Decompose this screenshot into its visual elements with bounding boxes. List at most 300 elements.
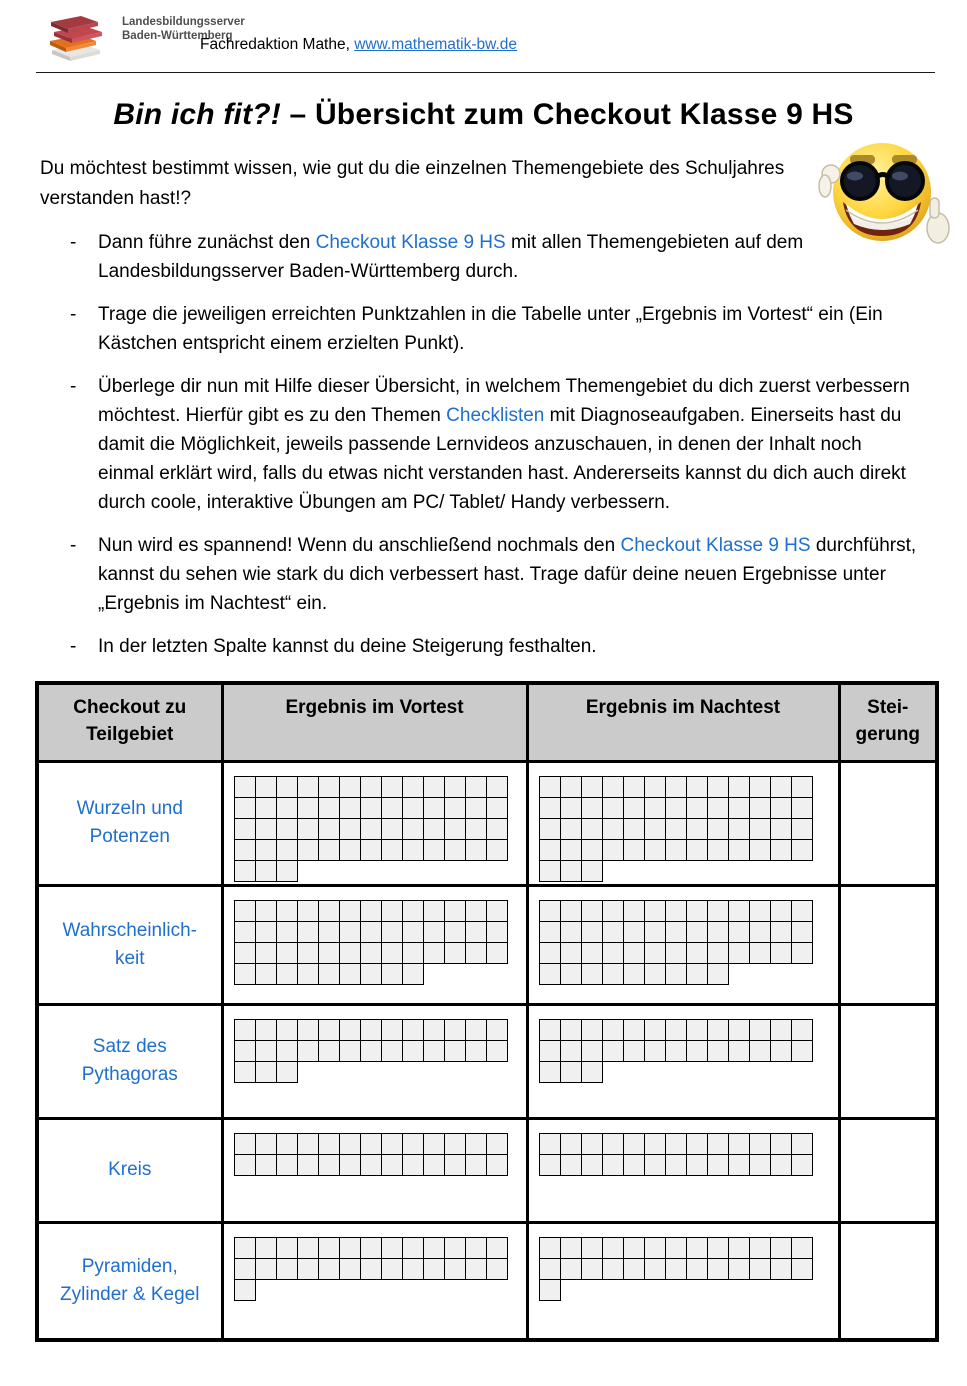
point-box[interactable] [276,1040,298,1062]
point-box[interactable] [707,1258,729,1280]
point-box[interactable] [665,776,687,798]
point-box[interactable] [770,1133,792,1155]
point-box[interactable] [255,1237,277,1259]
point-box[interactable] [581,839,603,861]
point-box[interactable] [486,1133,508,1155]
point-box[interactable] [623,900,645,922]
point-box[interactable] [444,1154,466,1176]
point-box[interactable] [560,1040,582,1062]
mathematik-bw-link[interactable]: www.mathematik-bw.de [354,36,518,53]
point-box[interactable] [770,1040,792,1062]
point-box[interactable] [381,900,403,922]
point-box[interactable] [234,839,256,861]
point-box[interactable] [360,797,382,819]
point-box[interactable] [465,1154,487,1176]
point-box[interactable] [686,797,708,819]
point-box[interactable] [623,797,645,819]
point-box[interactable] [297,1133,319,1155]
point-box[interactable] [644,839,666,861]
point-box[interactable] [686,921,708,943]
point-box[interactable] [560,1133,582,1155]
point-box[interactable] [581,818,603,840]
point-box[interactable] [770,839,792,861]
point-box[interactable] [770,942,792,964]
inline-link[interactable]: Checklisten [446,405,545,426]
point-box[interactable] [560,900,582,922]
point-box[interactable] [444,776,466,798]
point-box[interactable] [297,942,319,964]
point-box[interactable] [360,839,382,861]
point-box[interactable] [255,900,277,922]
point-box[interactable] [276,1133,298,1155]
point-box[interactable] [791,1258,813,1280]
point-box[interactable] [486,797,508,819]
point-box[interactable] [791,839,813,861]
point-box[interactable] [539,921,561,943]
point-box[interactable] [255,1133,277,1155]
point-box[interactable] [339,797,361,819]
topic-link[interactable]: Pyramiden, Zylinder & Kegel [60,1255,200,1305]
point-box[interactable] [560,797,582,819]
point-box[interactable] [318,963,340,985]
point-box[interactable] [686,1237,708,1259]
point-box[interactable] [581,1040,603,1062]
point-box[interactable] [581,1019,603,1041]
point-box[interactable] [623,921,645,943]
point-box[interactable] [318,900,340,922]
point-box[interactable] [728,900,750,922]
point-box[interactable] [402,942,424,964]
point-box[interactable] [602,1154,624,1176]
point-box[interactable] [339,963,361,985]
point-box[interactable] [318,942,340,964]
point-box[interactable] [539,1061,561,1083]
point-box[interactable] [255,818,277,840]
point-box[interactable] [749,818,771,840]
point-box[interactable] [465,1040,487,1062]
point-box[interactable] [318,797,340,819]
point-box[interactable] [665,963,687,985]
point-box[interactable] [318,1237,340,1259]
point-box[interactable] [602,1019,624,1041]
point-box[interactable] [444,797,466,819]
point-box[interactable] [234,1279,256,1301]
point-box[interactable] [360,1133,382,1155]
point-box[interactable] [297,1154,319,1176]
point-box[interactable] [402,1019,424,1041]
point-box[interactable] [444,839,466,861]
point-box[interactable] [665,1040,687,1062]
point-box[interactable] [791,921,813,943]
point-box[interactable] [381,839,403,861]
point-box[interactable] [770,818,792,840]
point-box[interactable] [381,1258,403,1280]
point-box[interactable] [297,1019,319,1041]
point-box[interactable] [423,1258,445,1280]
point-box[interactable] [749,797,771,819]
point-box[interactable] [381,921,403,943]
topic-link[interactable]: Wurzeln und Potenzen [76,798,183,847]
point-box[interactable] [381,776,403,798]
point-box[interactable] [539,942,561,964]
point-box[interactable] [560,1258,582,1280]
point-box[interactable] [339,1019,361,1041]
point-box[interactable] [255,921,277,943]
point-box[interactable] [255,1154,277,1176]
point-box[interactable] [581,1061,603,1083]
point-box[interactable] [623,1040,645,1062]
point-box[interactable] [486,900,508,922]
point-box[interactable] [297,1258,319,1280]
point-box[interactable] [234,797,256,819]
point-box[interactable] [623,818,645,840]
point-box[interactable] [465,1258,487,1280]
point-box[interactable] [234,963,256,985]
point-box[interactable] [623,776,645,798]
point-box[interactable] [560,1019,582,1041]
point-box[interactable] [707,900,729,922]
point-box[interactable] [686,942,708,964]
point-box[interactable] [402,1040,424,1062]
point-box[interactable] [602,942,624,964]
point-box[interactable] [644,797,666,819]
point-box[interactable] [770,776,792,798]
point-box[interactable] [486,942,508,964]
point-box[interactable] [539,1019,561,1041]
point-box[interactable] [486,1237,508,1259]
point-box[interactable] [318,1258,340,1280]
point-box[interactable] [234,860,256,882]
point-box[interactable] [318,839,340,861]
point-box[interactable] [539,1133,561,1155]
steigerung-cell[interactable] [839,1222,937,1340]
point-box[interactable] [644,1019,666,1041]
point-box[interactable] [749,921,771,943]
point-box[interactable] [297,797,319,819]
point-box[interactable] [402,776,424,798]
point-box[interactable] [623,942,645,964]
point-box[interactable] [339,1258,361,1280]
point-box[interactable] [581,921,603,943]
point-box[interactable] [560,942,582,964]
point-box[interactable] [486,1040,508,1062]
point-box[interactable] [486,1019,508,1041]
point-box[interactable] [276,1237,298,1259]
point-box[interactable] [665,1237,687,1259]
point-box[interactable] [602,839,624,861]
point-box[interactable] [339,776,361,798]
point-box[interactable] [402,839,424,861]
point-box[interactable] [402,900,424,922]
point-box[interactable] [539,1040,561,1062]
point-box[interactable] [360,963,382,985]
point-box[interactable] [665,839,687,861]
point-box[interactable] [255,1258,277,1280]
point-box[interactable] [791,1237,813,1259]
point-box[interactable] [339,942,361,964]
point-box[interactable] [234,1133,256,1155]
point-box[interactable] [770,1237,792,1259]
point-box[interactable] [255,1019,277,1041]
point-box[interactable] [749,839,771,861]
point-box[interactable] [602,900,624,922]
point-box[interactable] [255,1040,277,1062]
point-box[interactable] [581,860,603,882]
point-box[interactable] [402,1237,424,1259]
point-box[interactable] [686,1040,708,1062]
point-box[interactable] [707,1154,729,1176]
point-box[interactable] [234,1154,256,1176]
point-box[interactable] [644,776,666,798]
point-box[interactable] [318,776,340,798]
point-box[interactable] [602,963,624,985]
point-box[interactable] [318,921,340,943]
point-box[interactable] [444,1019,466,1041]
point-box[interactable] [749,942,771,964]
point-box[interactable] [318,1040,340,1062]
point-box[interactable] [686,900,708,922]
steigerung-cell[interactable] [839,1118,937,1222]
point-box[interactable] [707,942,729,964]
point-box[interactable] [381,1019,403,1041]
point-box[interactable] [623,1154,645,1176]
point-box[interactable] [276,797,298,819]
point-box[interactable] [360,942,382,964]
point-box[interactable] [539,900,561,922]
point-box[interactable] [770,1154,792,1176]
point-box[interactable] [360,1237,382,1259]
point-box[interactable] [234,921,256,943]
point-box[interactable] [581,1133,603,1155]
point-box[interactable] [539,797,561,819]
point-box[interactable] [276,860,298,882]
point-box[interactable] [381,1133,403,1155]
point-box[interactable] [297,839,319,861]
point-box[interactable] [255,942,277,964]
point-box[interactable] [728,942,750,964]
point-box[interactable] [486,1258,508,1280]
point-box[interactable] [728,1019,750,1041]
point-box[interactable] [423,1237,445,1259]
topic-link[interactable]: Wahrscheinlich- keit [62,919,197,969]
point-box[interactable] [423,942,445,964]
steigerung-cell[interactable] [839,761,937,885]
point-box[interactable] [560,921,582,943]
point-box[interactable] [339,818,361,840]
point-box[interactable] [581,963,603,985]
point-box[interactable] [560,1061,582,1083]
point-box[interactable] [749,1019,771,1041]
point-box[interactable] [276,1258,298,1280]
point-box[interactable] [318,1154,340,1176]
point-box[interactable] [707,1133,729,1155]
point-box[interactable] [728,1237,750,1259]
point-box[interactable] [581,797,603,819]
point-box[interactable] [791,942,813,964]
point-box[interactable] [728,1040,750,1062]
point-box[interactable] [707,1237,729,1259]
point-box[interactable] [728,797,750,819]
point-box[interactable] [444,921,466,943]
point-box[interactable] [665,1258,687,1280]
point-box[interactable] [465,900,487,922]
point-box[interactable] [728,818,750,840]
point-box[interactable] [234,1019,256,1041]
point-box[interactable] [234,818,256,840]
point-box[interactable] [234,776,256,798]
point-box[interactable] [686,776,708,798]
point-box[interactable] [581,1154,603,1176]
point-box[interactable] [276,921,298,943]
point-box[interactable] [539,1237,561,1259]
point-box[interactable] [423,818,445,840]
point-box[interactable] [255,1061,277,1083]
point-box[interactable] [602,1040,624,1062]
point-box[interactable] [644,942,666,964]
point-box[interactable] [539,1154,561,1176]
point-box[interactable] [465,1019,487,1041]
point-box[interactable] [486,839,508,861]
point-box[interactable] [402,1154,424,1176]
point-box[interactable] [465,776,487,798]
point-box[interactable] [381,818,403,840]
point-box[interactable] [581,942,603,964]
point-box[interactable] [465,839,487,861]
point-box[interactable] [486,818,508,840]
point-box[interactable] [623,963,645,985]
point-box[interactable] [665,1019,687,1041]
point-box[interactable] [423,900,445,922]
point-box[interactable] [297,1040,319,1062]
point-box[interactable] [423,921,445,943]
topic-link[interactable]: Kreis [108,1159,152,1180]
point-box[interactable] [234,1237,256,1259]
point-box[interactable] [770,900,792,922]
point-box[interactable] [539,963,561,985]
point-box[interactable] [581,1237,603,1259]
point-box[interactable] [602,1258,624,1280]
point-box[interactable] [602,797,624,819]
point-box[interactable] [602,776,624,798]
point-box[interactable] [644,1154,666,1176]
point-box[interactable] [623,1133,645,1155]
point-box[interactable] [318,818,340,840]
point-box[interactable] [665,1154,687,1176]
point-box[interactable] [423,1154,445,1176]
point-box[interactable] [444,1133,466,1155]
point-box[interactable] [665,818,687,840]
point-box[interactable] [581,776,603,798]
point-box[interactable] [686,1019,708,1041]
point-box[interactable] [665,942,687,964]
point-box[interactable] [276,1061,298,1083]
point-box[interactable] [560,1154,582,1176]
point-box[interactable] [770,921,792,943]
point-box[interactable] [486,776,508,798]
point-box[interactable] [686,1154,708,1176]
point-box[interactable] [560,776,582,798]
point-box[interactable] [623,839,645,861]
point-box[interactable] [665,1133,687,1155]
point-box[interactable] [276,818,298,840]
point-box[interactable] [728,839,750,861]
point-box[interactable] [749,776,771,798]
point-box[interactable] [749,1237,771,1259]
point-box[interactable] [402,963,424,985]
point-box[interactable] [686,818,708,840]
point-box[interactable] [623,1237,645,1259]
point-box[interactable] [381,797,403,819]
point-box[interactable] [665,900,687,922]
point-box[interactable] [234,942,256,964]
point-box[interactable] [444,1040,466,1062]
point-box[interactable] [360,1258,382,1280]
point-box[interactable] [707,839,729,861]
point-box[interactable] [644,1258,666,1280]
point-box[interactable] [318,1133,340,1155]
point-box[interactable] [339,900,361,922]
point-box[interactable] [791,1040,813,1062]
point-box[interactable] [423,839,445,861]
point-box[interactable] [465,1133,487,1155]
point-box[interactable] [276,1019,298,1041]
point-box[interactable] [539,1258,561,1280]
point-box[interactable] [560,963,582,985]
point-box[interactable] [276,942,298,964]
point-box[interactable] [402,1258,424,1280]
point-box[interactable] [791,900,813,922]
point-box[interactable] [297,963,319,985]
point-box[interactable] [644,1133,666,1155]
point-box[interactable] [234,1258,256,1280]
point-box[interactable] [339,921,361,943]
point-box[interactable] [581,1258,603,1280]
point-box[interactable] [402,797,424,819]
point-box[interactable] [255,839,277,861]
point-box[interactable] [728,1154,750,1176]
point-box[interactable] [665,921,687,943]
point-box[interactable] [539,839,561,861]
point-box[interactable] [707,1019,729,1041]
point-box[interactable] [486,921,508,943]
point-box[interactable] [560,860,582,882]
point-box[interactable] [402,921,424,943]
point-box[interactable] [707,797,729,819]
point-box[interactable] [360,1154,382,1176]
point-box[interactable] [276,900,298,922]
point-box[interactable] [749,1154,771,1176]
point-box[interactable] [255,797,277,819]
point-box[interactable] [339,1237,361,1259]
point-box[interactable] [707,1040,729,1062]
point-box[interactable] [728,1258,750,1280]
point-box[interactable] [791,776,813,798]
point-box[interactable] [707,776,729,798]
point-box[interactable] [728,1133,750,1155]
point-box[interactable] [749,1133,771,1155]
point-box[interactable] [465,921,487,943]
point-box[interactable] [728,921,750,943]
point-box[interactable] [276,839,298,861]
point-box[interactable] [297,776,319,798]
point-box[interactable] [297,921,319,943]
point-box[interactable] [539,818,561,840]
point-box[interactable] [444,818,466,840]
point-box[interactable] [791,1019,813,1041]
point-box[interactable] [255,860,277,882]
point-box[interactable] [465,818,487,840]
point-box[interactable] [297,1237,319,1259]
